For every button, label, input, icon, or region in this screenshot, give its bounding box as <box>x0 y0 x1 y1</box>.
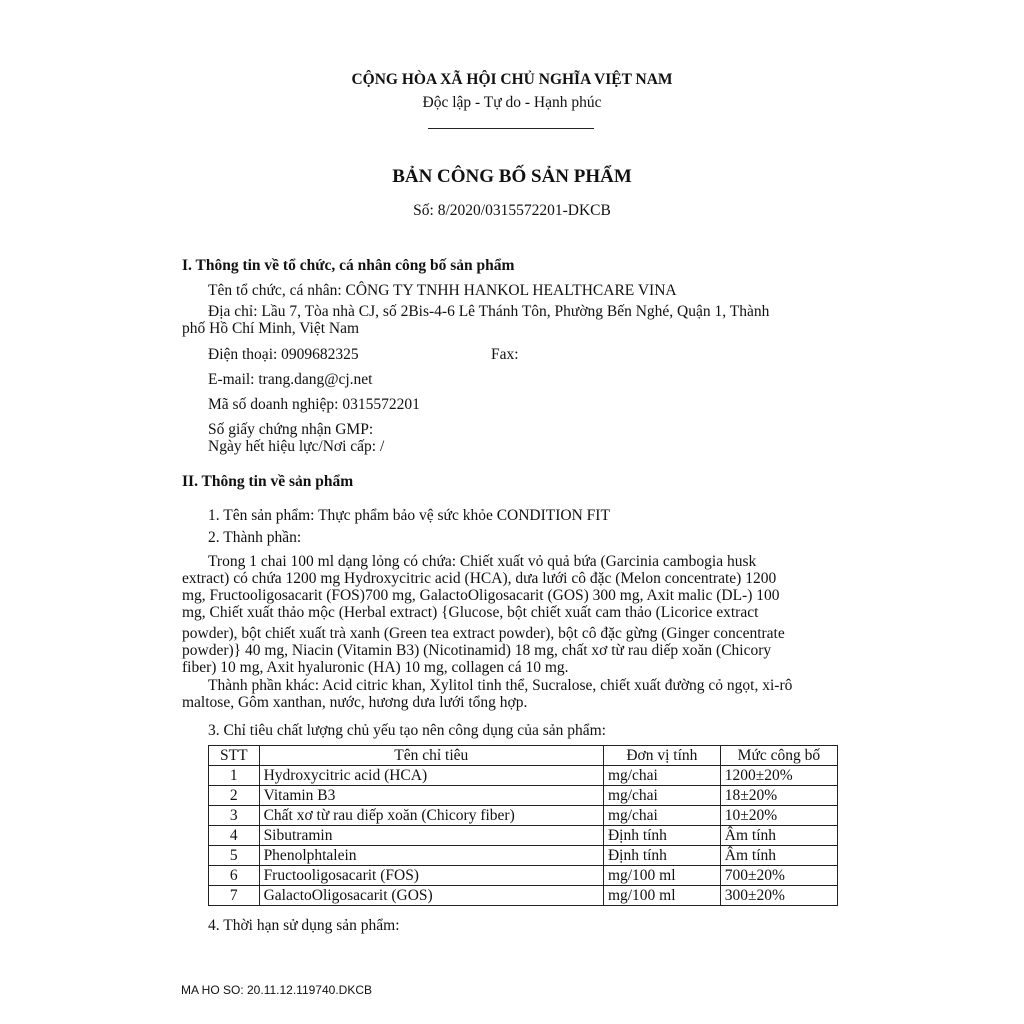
table-cell: 18±20% <box>720 786 837 806</box>
table-cell: 10±20% <box>720 806 837 826</box>
table-cell: mg/100 ml <box>603 886 720 906</box>
national-title: CỘNG HÒA XÃ HỘI CHỦ NGHĨA VIỆT NAM <box>351 71 673 88</box>
table-header-cell: STT <box>209 746 260 766</box>
shelf-life-label: 4. Thời hạn sử dụng sản phẩm: <box>208 917 400 934</box>
table-cell: mg/chai <box>603 806 720 826</box>
table-cell: Định tính <box>603 846 720 866</box>
ingredients-line: powder), bột chiết xuất trà xanh (Green tea extract powder), bột cô đặc gừng (Ginger concentrate <box>182 625 785 642</box>
table-cell: 300±20% <box>720 886 837 906</box>
header-divider <box>428 128 594 129</box>
phone: Điện thoại: 0909682325 <box>208 346 359 363</box>
table-header-cell: Tên chỉ tiêu <box>259 746 603 766</box>
table-row <box>209 886 838 906</box>
table-cell: mg/100 ml <box>603 866 720 886</box>
table-row <box>209 826 838 846</box>
ingredients-line: mg, Fructooligosacarit (FOS)700 mg, GalactoOligosacarit (GOS) 300 mg, Axit malic (DL-) 100 <box>182 587 780 604</box>
fax: Fax: <box>491 346 519 363</box>
table-cell: Vitamin B3 <box>259 786 603 806</box>
table-row <box>209 766 838 786</box>
table-cell: 2 <box>209 786 260 806</box>
table-row <box>209 786 838 806</box>
table-header-row <box>209 746 838 766</box>
table-cell: mg/chai <box>603 766 720 786</box>
table-cell: Fructooligosacarit (FOS) <box>259 866 603 886</box>
table-cell: Âm tính <box>720 826 837 846</box>
ingredients-line: powder)} 40 mg, Niacin (Vitamin B3) (Nicotinamid) 18 mg, chất xơ từ rau diếp xoăn (Chicory <box>182 642 772 659</box>
ingredients-line: Trong 1 chai 100 ml dạng lỏng có chứa: Chiết xuất vỏ quả bứa (Garcinia cambogia husk <box>208 553 757 570</box>
table-cell: Định tính <box>603 826 720 846</box>
table-cell: GalactoOligosacarit (GOS) <box>259 886 603 906</box>
ingredients-line: mg, Chiết xuất thảo mộc (Herbal extract) {Glucose, bột chiết xuất cam thảo (Licorice extract <box>182 604 759 621</box>
org-name: Tên tổ chức, cá nhân: CÔNG TY TNHH HANKOL HEALTHCARE VINA <box>208 282 677 299</box>
product-name: 1. Tên sản phẩm: Thực phẩm bảo vệ sức khỏe CONDITION FIT <box>208 507 610 524</box>
document-title: BẢN CÔNG BỐ SẢN PHẨM <box>392 166 632 187</box>
table-cell: Âm tính <box>720 846 837 866</box>
document-number: Số: 8/2020/0315572201-DKCB <box>413 202 611 219</box>
table-row <box>209 866 838 886</box>
table-header-cell: Đơn vị tính <box>603 746 720 766</box>
table-cell: 700±20% <box>720 866 837 886</box>
record-code: MA HO SO: 20.11.12.119740.DKCB <box>181 983 372 997</box>
table-header-cell: Mức công bố <box>720 746 837 766</box>
table-cell: Chất xơ từ rau diếp xoăn (Chicory fiber) <box>259 806 603 826</box>
table-cell: 1200±20% <box>720 766 837 786</box>
table-cell: Hydroxycitric acid (HCA) <box>259 766 603 786</box>
section-2-heading: II. Thông tin về sản phẩm <box>182 473 354 490</box>
ingredients-line: fiber) 10 mg, Axit hyaluronic (HA) 10 mg, collagen cá 10 mg. <box>182 659 569 676</box>
address-line-1: Địa chỉ: Lầu 7, Tòa nhà CJ, số 2Bis-4-6 Lê Thánh Tôn, Phường Bến Nghé, Quận 1, Thành <box>208 303 770 320</box>
table-cell: 7 <box>209 886 260 906</box>
table-row <box>209 806 838 826</box>
table-cell: Phenolphtalein <box>259 846 603 866</box>
table-cell: 1 <box>209 766 260 786</box>
section-1-heading: I. Thông tin về tổ chức, cá nhân công bố sản phẩm <box>182 257 515 274</box>
quality-label: 3. Chỉ tiêu chất lượng chủ yếu tạo nên công dụng của sản phẩm: <box>208 722 606 739</box>
address-line-2: phố Hồ Chí Minh, Việt Nam <box>182 320 360 337</box>
gmp-expiry: Ngày hết hiệu lực/Nơi cấp: / <box>208 438 385 455</box>
table-cell: 6 <box>209 866 260 886</box>
ingredients-label: 2. Thành phần: <box>208 529 302 546</box>
other-ingredients-line: Thành phần khác: Acid citric khan, Xylitol tinh thể, Sucralose, chiết xuất đường cỏ ngọt, xi-rô <box>208 677 793 694</box>
email: E-mail: trang.dang@cj.net <box>208 371 373 388</box>
table-cell: Sibutramin <box>259 826 603 846</box>
table-row <box>209 846 838 866</box>
table-cell: 3 <box>209 806 260 826</box>
table-cell: 4 <box>209 826 260 846</box>
quality-table <box>208 745 838 906</box>
gmp-certificate: Số giấy chứng nhận GMP: <box>208 421 374 438</box>
other-ingredients-line: maltose, Gôm xanthan, nước, hương dưa lưới tổng hợp. <box>182 694 528 711</box>
national-motto: Độc lập - Tự do - Hạnh phúc <box>422 94 602 111</box>
business-code: Mã số doanh nghiệp: 0315572201 <box>208 396 420 413</box>
ingredients-line: extract) có chứa 1200 mg Hydroxycitric acid (HCA), dưa lưới cô đặc (Melon concentrate) 1200 <box>182 570 777 587</box>
table-cell: mg/chai <box>603 786 720 806</box>
table-cell: 5 <box>209 846 260 866</box>
